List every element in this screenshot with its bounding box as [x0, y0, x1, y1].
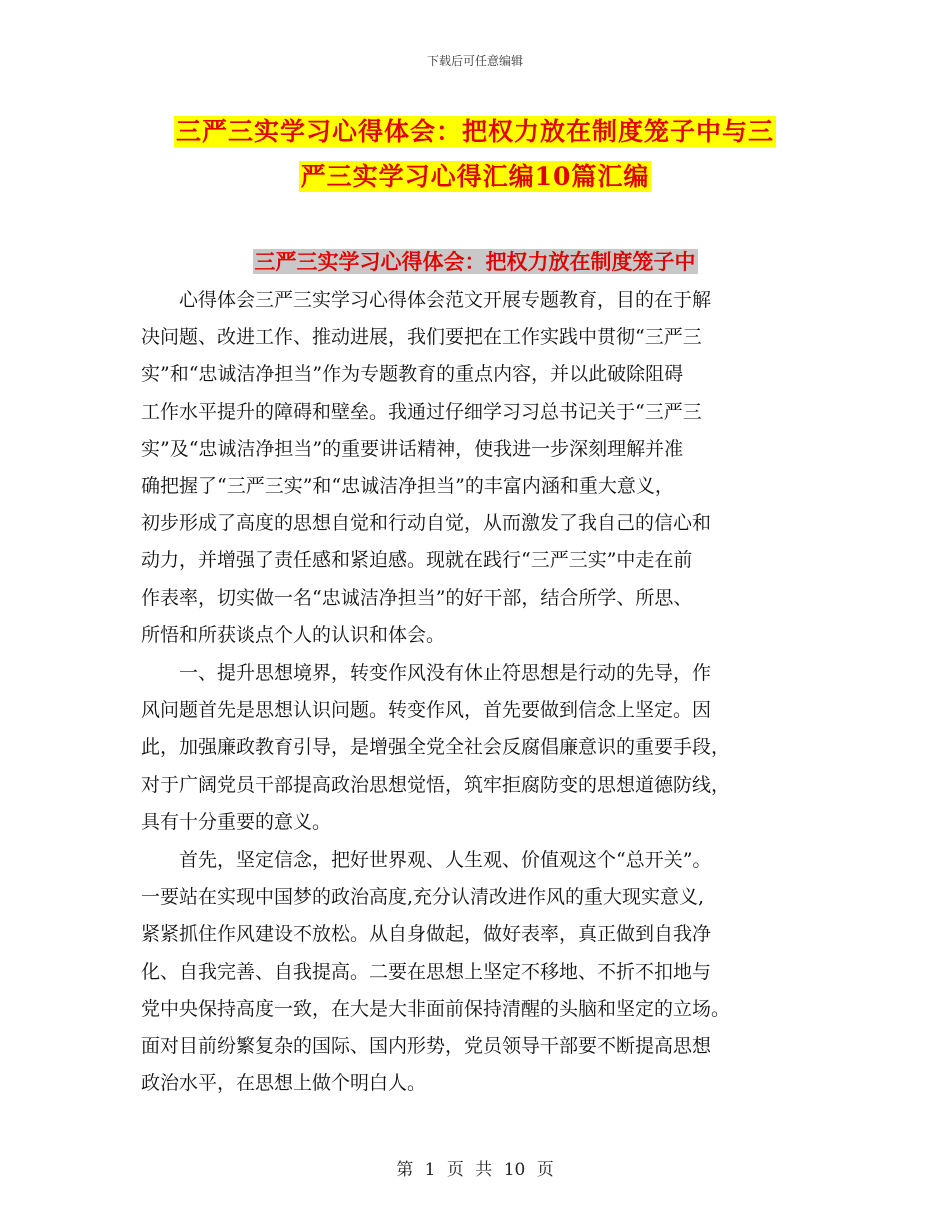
- paragraph-section-one: [141, 655, 809, 841]
- title-highlight: 严三实学习心得汇编10篇汇编: [300, 162, 650, 191]
- text-line: 化、自我完善、自我提高。二要在思想上坚定不移地、不折不扣地与: [141, 960, 712, 983]
- text-line: 党中央保持高度一致，在大是大非面前保持清醒的头脑和坚定的立场。: [141, 997, 731, 1020]
- text-line: 对于广阔党员干部提高政治思想觉悟，筑牢拒腐防变的思想道德防线，: [141, 773, 731, 796]
- title-highlight: 三严三实学习心得体会：把权力放在制度笼子中与三: [175, 117, 774, 146]
- header-note: 下载后可任意编辑: [426, 54, 523, 68]
- text-line: 确把握了“三严三实”和“忠诚洁净担当”的丰富内涵和重大意义，: [141, 474, 674, 497]
- text-line: 政治水平，在思想上做个明白人。: [141, 1072, 427, 1095]
- section-title: [0, 246, 950, 276]
- text-line: 紧紧抓住作风建设不放松。从自身做起，做好表率，真正做到自我净: [141, 923, 712, 946]
- paragraph-intro: [141, 282, 809, 654]
- text-line: 风问题首先是思想认识问题。转变作风，首先要做到信念上坚定。因: [141, 699, 712, 722]
- text-line: 决问题、改进工作、推动进展，我们要把在工作实践中贯彻“三严三: [141, 326, 702, 349]
- text-line: 具有十分重要的意义。: [141, 810, 332, 833]
- paragraph-first-point: [141, 842, 809, 1102]
- document-title-line-2: [0, 157, 950, 193]
- text-line: 实”及“忠诚洁净担当”的重要讲话精神，使我进一步深刻理解并准: [141, 437, 684, 460]
- text-line: 动力，并增强了责任感和紧迫感。现就在践行“三严三实”中走在前: [141, 549, 693, 572]
- text-line: 一、提升思想境界，转变作风没有休止符思想是行动的先导，作: [141, 662, 712, 684]
- text-line: 所悟和所获谈点个人的认识和体会。: [141, 623, 446, 646]
- text-line: 一要站在实现中国梦的政治高度,充分认清改进作风的重大现实意义,: [141, 886, 705, 909]
- text-line: 作表率，切实做一名“忠诚洁净担当”的好干部，结合所学、所思、: [141, 586, 693, 609]
- text-line: 首先，坚定信念，把好世界观、人生观、价值观这个“总开关”。: [141, 849, 712, 871]
- text-line: 实”和“忠诚洁净担当”作为专题教育的重点内容，并以此破除阻碍: [141, 363, 684, 386]
- text-line: 面对目前纷繁复杂的国际、国内形势，党员领导干部要不断提高思想: [141, 1034, 712, 1057]
- text-line: 初步形成了高度的思想自觉和行动自觉，从而激发了我自己的信心和: [141, 512, 712, 535]
- text-line: 工作水平提升的障碍和壁垒。我通过仔细学习习总书记关于“三严三: [141, 400, 702, 423]
- document-title-line-1: [0, 112, 950, 148]
- text-line: 心得体会三严三实学习心得体会范文开展专题教育，目的在于解: [141, 289, 712, 311]
- section-title-highlight: 三严三实学习心得体会：把权力放在制度笼子中: [254, 249, 696, 274]
- page-footer: 第 1 页 共 10 页: [396, 1160, 554, 1180]
- text-line: 此，加强廉政教育引导，是增强全党全社会反腐倡廉意识的重要手段，: [141, 736, 731, 759]
